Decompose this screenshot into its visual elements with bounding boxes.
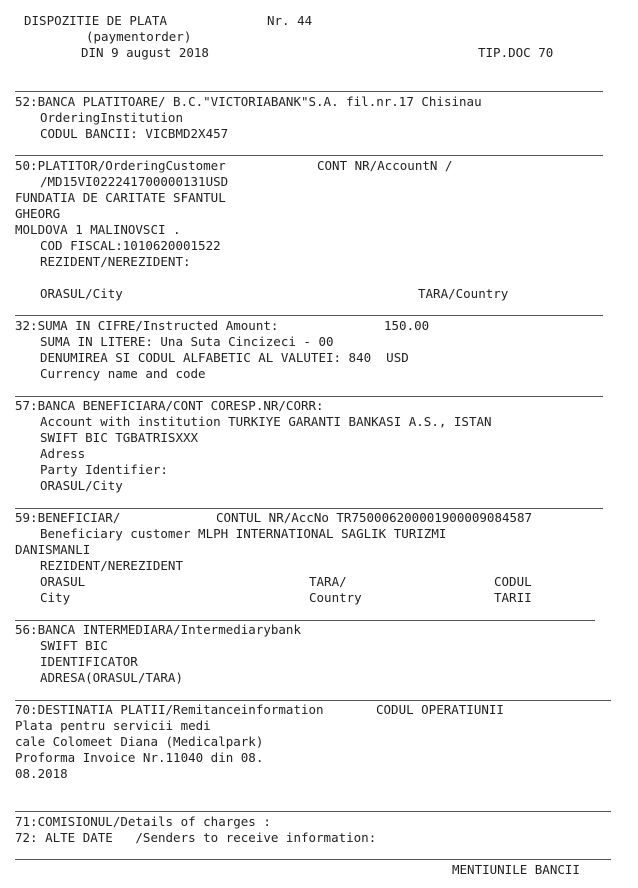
- divider: [15, 620, 595, 621]
- payer-account: /MD15VI022241700000131USD: [40, 174, 229, 189]
- remittance-line-2: cale Colomeet Diana (Medicalpark): [15, 734, 264, 749]
- payer-account-label: CONT NR/AccountN /: [317, 158, 453, 173]
- amount-value: 150.00: [384, 318, 430, 333]
- bank-notes-label: MENTIUNILE BANCII: [452, 862, 580, 877]
- payer-name-cont: GHEORG: [15, 206, 61, 221]
- remittance-line-4: 08.2018: [15, 766, 68, 781]
- payer-fiscal-code: COD FISCAL:1010620001522: [40, 238, 221, 253]
- document-title: DISPOZITIE DE PLATA: [24, 13, 167, 28]
- paying-bank-line: 52:BANCA PLATITOARE/ B.C."VICTORIABANK"S.A. fil.nr.17 Chisinau: [15, 94, 482, 109]
- charges-details: 71:COMISIONUL/Details of charges :: [15, 814, 271, 829]
- beneficiary-bank-swift: SWIFT BIC TGBATRISXXX: [40, 430, 199, 445]
- payer-label: 50:PLATITOR/OrderingCustomer: [15, 158, 226, 173]
- beneficiary-label: 59:BENEFICIAR/: [15, 510, 121, 525]
- remittance-line-3: Proforma Invoice Nr.11040 din 08.: [15, 750, 264, 765]
- beneficiary-city: City: [40, 590, 71, 605]
- document-subtitle: (paymentorder): [86, 29, 192, 44]
- beneficiary-codul: CODUL: [494, 574, 532, 589]
- beneficiary-tarii: TARII: [494, 590, 532, 605]
- document-number: Nr. 44: [267, 13, 313, 28]
- beneficiary-tara: TARA/: [309, 574, 347, 589]
- remittance-line-1: Plata pentru servicii medi: [15, 718, 211, 733]
- document-type: TIP.DOC 70: [478, 45, 554, 60]
- divider: [15, 859, 611, 860]
- currency-label: DENUMIREA SI CODUL ALFABETIC AL VALUTEI: 840 USD: [40, 350, 409, 365]
- intermediary-identificator: IDENTIFICATOR: [40, 654, 138, 669]
- divider: [15, 91, 603, 92]
- divider: [15, 396, 603, 397]
- ordering-institution-label: OrderingInstitution: [40, 110, 183, 125]
- payer-resident: REZIDENT/NEREZIDENT:: [40, 254, 191, 269]
- beneficiary-customer-cont: DANISMANLI: [15, 542, 91, 557]
- payer-city: ORASUL/City: [40, 286, 123, 301]
- intermediary-swift: SWIFT BIC: [40, 638, 108, 653]
- beneficiary-orasul: ORASUL: [40, 574, 86, 589]
- operation-code-label: CODUL OPERATIUNII: [376, 702, 504, 717]
- beneficiary-resident: REZIDENT/NEREZIDENT: [40, 558, 183, 573]
- beneficiary-bank-city: ORASUL/City: [40, 478, 123, 493]
- divider: [15, 315, 603, 316]
- divider: [15, 155, 603, 156]
- beneficiary-customer: Beneficiary customer MLPH INTERNATIONAL SAGLIK TURIZMI: [40, 526, 447, 541]
- intermediary-bank-label: 56:BANCA INTERMEDIARA/Intermediarybank: [15, 622, 301, 637]
- intermediary-adresa: ADRESA(ORASUL/TARA): [40, 670, 183, 685]
- party-identifier: Party Identifier:: [40, 462, 168, 477]
- amount-words: SUMA IN LITERE: Una Suta Cincizeci - 00: [40, 334, 334, 349]
- divider: [15, 811, 611, 812]
- bank-code: CODUL BANCII: VICBMD2X457: [40, 126, 229, 141]
- divider: [15, 700, 611, 701]
- payer-name: FUNDATIA DE CARITATE SFANTUL: [15, 190, 226, 205]
- divider: [15, 508, 603, 509]
- remittance-label: 70:DESTINATIA PLATII/Remitanceinformation: [15, 702, 324, 717]
- beneficiary-bank-adress: Adress: [40, 446, 86, 461]
- account-with-institution: Account with institution TURKIYE GARANTI BANKASI A.S., ISTAN: [40, 414, 492, 429]
- other-data: 72: ALTE DATE /Senders to receive information:: [15, 830, 377, 845]
- payer-country: TARA/Country: [418, 286, 509, 301]
- document-date: DIN 9 august 2018: [81, 45, 209, 60]
- beneficiary-bank-label: 57:BANCA BENEFICIARA/CONT CORESP.NR/CORR:: [15, 398, 324, 413]
- currency-english: Currency name and code: [40, 366, 206, 381]
- beneficiary-country: Country: [309, 590, 362, 605]
- payer-address: MOLDOVA 1 MALINOVSCI .: [15, 222, 181, 237]
- beneficiary-account: CONTUL NR/AccNo TR750006200001900009084587: [216, 510, 533, 525]
- amount-label: 32:SUMA IN CIFRE/Instructed Amount:: [15, 318, 279, 333]
